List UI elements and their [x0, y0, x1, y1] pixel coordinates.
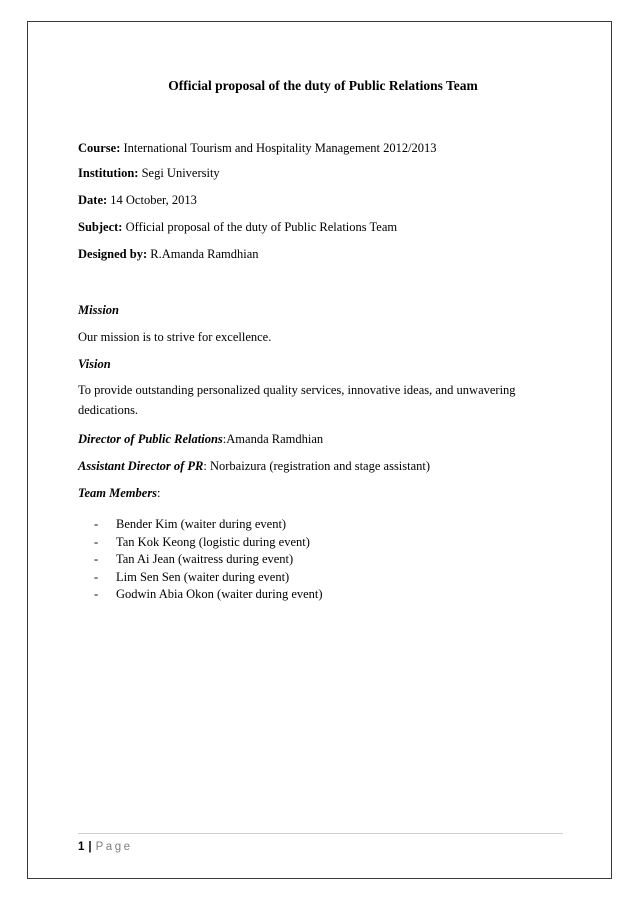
list-item	[94, 516, 323, 534]
course-value: International Tourism and Hospitality Management 2012/2013	[123, 141, 437, 155]
list-item	[94, 586, 323, 604]
assistant-line	[78, 459, 430, 474]
course-line	[78, 141, 437, 156]
team-label: Team Members	[78, 486, 158, 500]
list-bullet: -	[94, 587, 99, 602]
subject-label: Subject:	[78, 220, 123, 234]
page-number: 1	[78, 841, 85, 853]
page-footer	[78, 841, 132, 853]
team-member: Bender Kim (waiter during event)	[116, 517, 287, 531]
designed-by-line	[78, 247, 259, 262]
list-bullet: -	[94, 552, 99, 567]
list-item	[94, 551, 323, 569]
team-member: Tan Ai Jean (waitress during event)	[116, 552, 294, 567]
footer-separator: |	[88, 841, 92, 853]
vision-text: To provide outstanding personalized quality services, innovative ideas, and unwavering dedications.	[78, 383, 516, 417]
date-line	[78, 193, 197, 208]
institution-value: Segi University	[141, 166, 220, 180]
director-label: Director of Public Relations	[78, 432, 223, 446]
director-value: Amanda Ramdhian	[226, 432, 324, 446]
page-label: Page	[95, 841, 133, 853]
team-member-list	[94, 516, 323, 604]
document-title: Official proposal of the duty of Public Relations Team	[168, 78, 478, 93]
mission-heading: Mission	[78, 303, 119, 317]
director-separator: :	[222, 432, 227, 446]
footer-divider	[78, 833, 563, 834]
course-label: Course:	[78, 141, 121, 155]
list-item	[94, 534, 323, 552]
list-bullet: -	[94, 534, 99, 549]
subject-value: Official proposal of the duty of Public Relations Team	[125, 220, 398, 234]
mission-text: Our mission is to strive for excellence.	[78, 330, 272, 344]
list-item	[94, 569, 323, 587]
team-member: Godwin Abia Okon (waiter during event)	[116, 587, 323, 602]
date-value: 14 October, 2013	[110, 193, 197, 207]
institution-line	[78, 166, 220, 181]
date-label: Date:	[78, 193, 108, 207]
director-line	[78, 432, 323, 447]
team-member: Lim Sen Sen (waiter during event)	[116, 569, 290, 584]
designed-by-label: Designed by:	[78, 247, 148, 261]
team-member: Tan Kok Keong (logistic during event)	[116, 534, 310, 549]
designed-by-value: R.Amanda Ramdhian	[150, 247, 259, 261]
subject-line	[78, 220, 397, 235]
institution-label: Institution:	[78, 166, 139, 180]
assistant-separator: :	[203, 459, 207, 473]
team-separator: :	[157, 486, 161, 500]
list-bullet: -	[94, 569, 99, 584]
list-bullet: -	[94, 517, 99, 531]
assistant-value: Norbaizura (registration and stage assistant)	[209, 459, 431, 473]
assistant-label: Assistant Director of PR	[78, 459, 204, 473]
vision-heading: Vision	[78, 357, 111, 371]
team-line	[78, 486, 161, 501]
